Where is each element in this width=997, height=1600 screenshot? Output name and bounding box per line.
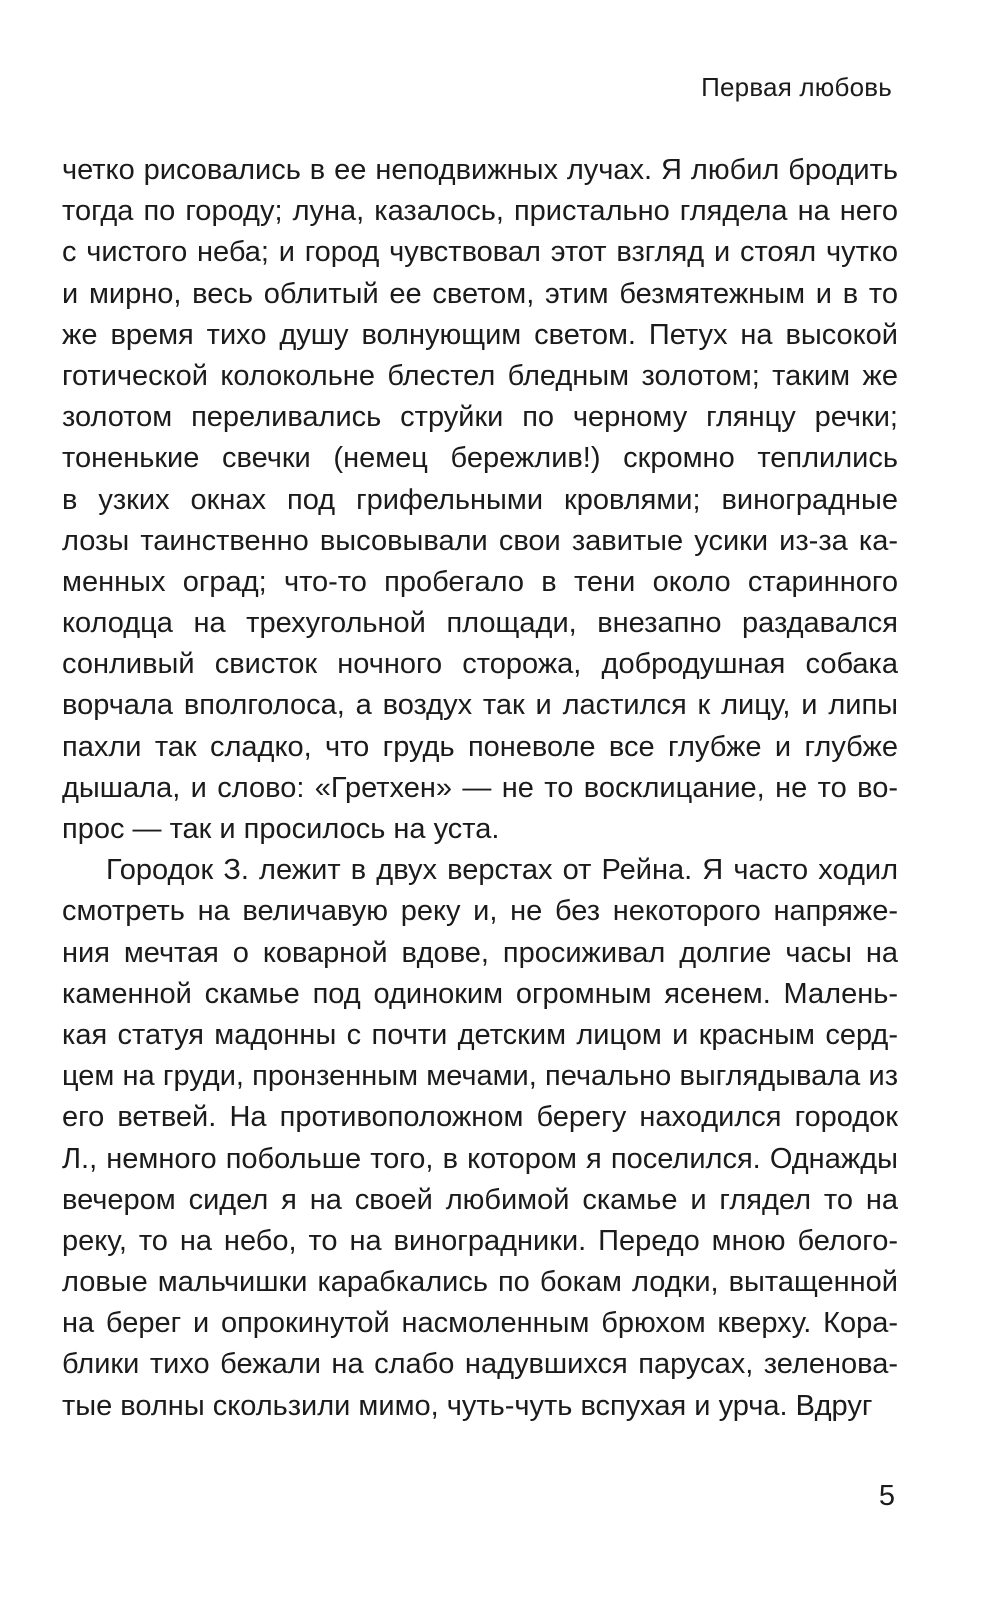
text-line: тогда по городу; луна, казалось, пристально глядела на него	[62, 195, 898, 228]
text-line: пахли так сладко, что грудь поневоле все глубже и глубже	[62, 730, 898, 763]
text-line: на берег и опрокинутой насмоленным брюхом кверху. Кора-	[62, 1307, 898, 1340]
text-line: каменной скамье под одиноким огромным ясенем. Малень-	[62, 977, 898, 1010]
text-line: прос — так и просилось на уста.	[62, 813, 500, 845]
text-line: и мирно, весь облитый ее светом, этим безмятежным и в то	[62, 277, 898, 310]
text-line: четко рисовались в ее неподвижных лучах. Я любил бродить	[62, 154, 898, 186]
text-line: блики тихо бежали на слабо надувшихся парусах, зеленова-	[62, 1348, 898, 1381]
text-line: Л., немного побольше того, в котором я поселился. Однажды	[62, 1142, 898, 1175]
paragraph	[62, 150, 898, 850]
running-head-title: Первая любовь	[701, 72, 892, 102]
text-line: дышала, и слово: «Гретхен» — не то восклицание, не то во-	[62, 771, 898, 804]
text-line: реку, то на небо, то на виноградники. Передо мною белого-	[62, 1224, 898, 1257]
text-line: тоненькие свечки (немец бережлив!) скромно теплились	[62, 442, 898, 475]
paragraph	[62, 850, 898, 1427]
text-line: тые волны скользили мимо, чуть-чуть вспухая и урча. Вдруг	[62, 1389, 873, 1422]
text-line: менных оград; что-то пробегало в тени около старинного	[62, 565, 898, 598]
text-line: колодца на трехугольной площади, внезапно раздавался	[62, 607, 898, 640]
text-line: в узких окнах под грифельными кровлями; виноградные	[62, 483, 898, 516]
text-line: готической колокольне блестел бледным золотом; таким же	[62, 359, 898, 392]
body-text	[62, 150, 898, 1427]
text-line: цем на груди, пронзенным мечами, печально выглядывала из	[62, 1060, 898, 1093]
text-line: кая статуя мадонны с почти детским лицом и красным серд-	[62, 1018, 898, 1051]
text-line: Городок З. лежит в двух верстах от Рейна. Я часто ходил	[106, 854, 898, 887]
text-line: золотом переливались струйки по черному глянцу речки;	[62, 401, 898, 434]
text-line: с чистого неба; и город чувствовал этот взгляд и стоял чутко	[62, 236, 898, 269]
text-line: же время тихо душу волнующим светом. Петух на высокой	[62, 318, 898, 351]
text-line: его ветвей. На противоположном берегу находился городок	[62, 1101, 898, 1134]
text-line: смотреть на величавую реку и, не без некоторого напряже-	[62, 895, 898, 928]
page-number: 5	[878, 1480, 895, 1512]
text-line: лозы таинственно высовывали свои завитые усики из-за ка-	[62, 524, 898, 557]
text-line: сонливый свисток ночного сторожа, добродушная собака	[62, 648, 898, 681]
text-line: ворчала вполголоса, а воздух так и ластился к лицу, и липы	[62, 689, 898, 722]
text-line: вечером сидел я на своей любимой скамье и глядел то на	[62, 1183, 898, 1216]
text-line: ловые мальчишки карабкались по бокам лодки, вытащенной	[62, 1266, 898, 1299]
text-line: ния мечтая о коварной вдове, просиживал долгие часы на	[62, 936, 898, 969]
